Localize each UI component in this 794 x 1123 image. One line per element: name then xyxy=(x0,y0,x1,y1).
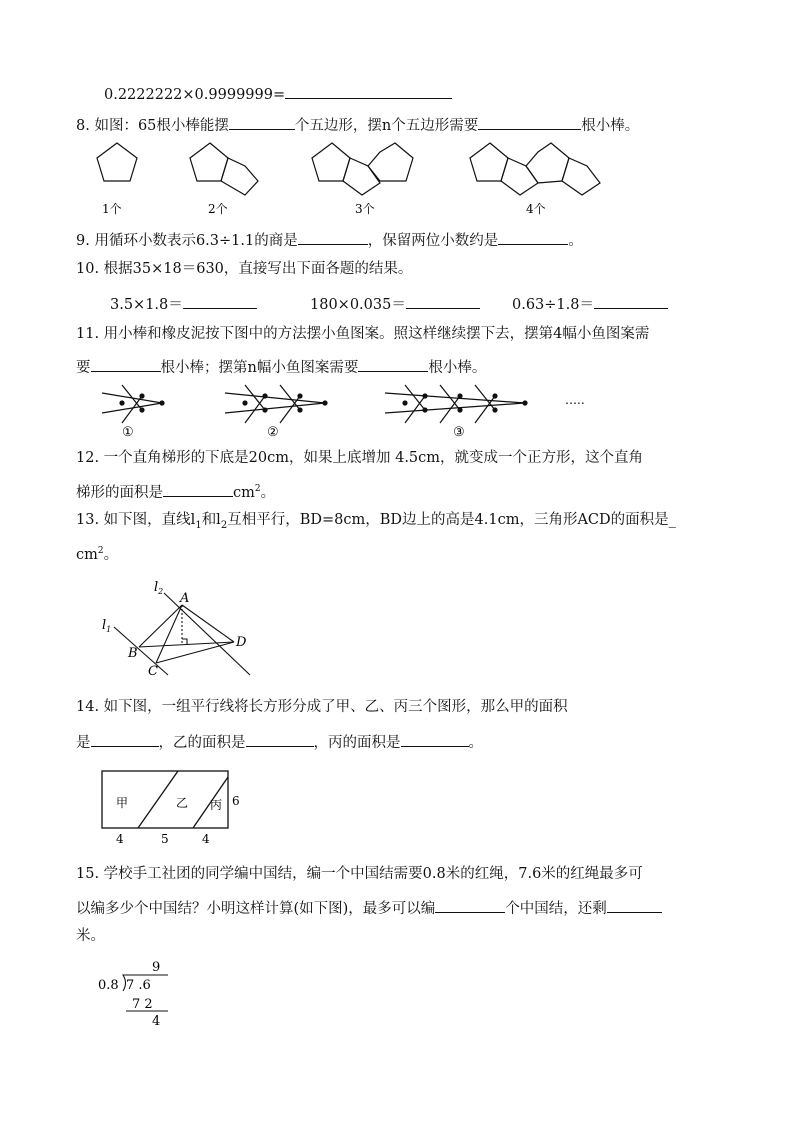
question-text: 如下图，一组平行线将长方形分成了甲、乙、丙三个图形，那么甲的面积 xyxy=(103,699,568,715)
answer-blank[interactable] xyxy=(358,355,428,372)
expression-2 xyxy=(310,292,480,315)
clay-dot xyxy=(298,408,302,412)
clay-dot xyxy=(243,401,247,405)
rectangle-figure xyxy=(98,765,248,850)
label-bing: 丙 xyxy=(210,798,223,812)
question-text: ，保留两位小数约是 xyxy=(367,233,499,249)
figure-label: 3个 xyxy=(355,202,375,216)
question-text: 以编多少个中国结？小明这样计算(如下图)，最多可以编 xyxy=(76,901,436,917)
answer-blank[interactable] xyxy=(183,292,257,309)
question-14-cont xyxy=(76,730,483,753)
label-l2: $l_2$ xyxy=(154,580,164,596)
label-width-2: 5 xyxy=(161,832,169,846)
question-text: 根小棒。 xyxy=(428,360,487,376)
fish-figure xyxy=(95,380,605,440)
remainder: 4 xyxy=(152,1014,161,1029)
pentagon-shape xyxy=(368,143,413,181)
answer-blank[interactable] xyxy=(229,113,295,130)
answer-blank[interactable] xyxy=(298,228,368,245)
clay-dot xyxy=(423,394,427,398)
figure-label: 4个 xyxy=(526,202,546,216)
pentagon-figure xyxy=(80,135,620,220)
clay-dot xyxy=(120,401,124,405)
long-division-figure xyxy=(96,955,186,1030)
question-11-cont xyxy=(76,355,486,378)
clay-dot xyxy=(140,408,144,412)
label-height: 6 xyxy=(232,794,240,808)
expression-text: 180×0.035＝ xyxy=(310,297,406,313)
clay-dot xyxy=(523,401,527,405)
expression-1 xyxy=(110,292,257,315)
question-text: 一个直角梯形的下底是20cm，如果上底增加 4.5cm，就变成一个正方形，这个直角 xyxy=(103,450,644,466)
segment-AB xyxy=(139,605,182,647)
clay-dot xyxy=(493,408,497,412)
question-13-cont xyxy=(76,541,118,565)
question-text: 用循环小数表示6.3÷1.1的商是 xyxy=(94,233,298,249)
clay-dot xyxy=(298,394,302,398)
question-text: 米。 xyxy=(76,928,105,944)
answer-blank[interactable] xyxy=(91,355,161,372)
question-15-cont xyxy=(76,896,662,919)
clay-dot xyxy=(263,408,267,412)
clay-dot xyxy=(423,408,427,412)
question-text: 要 xyxy=(76,360,91,376)
label-l1: $l_1$ xyxy=(102,618,112,634)
label-B: B xyxy=(128,646,138,661)
question-text: 。 xyxy=(260,484,276,501)
expression-text: 0.2222222×0.9999999= xyxy=(104,87,286,103)
answer-blank[interactable] xyxy=(163,480,233,497)
segment-AD xyxy=(182,605,234,642)
question-15-end xyxy=(76,926,105,946)
pentagon-shape xyxy=(97,143,137,181)
question-number: 13. xyxy=(76,512,100,528)
label-jia: 甲 xyxy=(116,796,129,810)
answer-blank[interactable] xyxy=(435,896,505,913)
question-text: 。 xyxy=(568,233,583,249)
question-number: 8. xyxy=(76,118,90,134)
question-15 xyxy=(76,864,643,884)
question-9 xyxy=(76,228,583,251)
unit: cm xyxy=(233,484,255,501)
question-text: 如图：65根小棒能摆 xyxy=(94,118,229,134)
figure-label: 2个 xyxy=(208,202,228,216)
product: 7 2 xyxy=(132,997,153,1012)
question-text: ，丙的面积是 xyxy=(313,735,401,751)
figure-label: 1个 xyxy=(102,202,122,216)
unit-exponent: 2 xyxy=(97,546,104,556)
question-13 xyxy=(76,510,676,536)
unit: cm xyxy=(76,546,98,563)
clay-dot xyxy=(458,408,462,412)
clay-dot xyxy=(323,401,327,405)
question-12-cont xyxy=(76,479,275,503)
question-text: 。 xyxy=(103,546,119,563)
pentagon-shape xyxy=(526,143,569,183)
figure-label: ① xyxy=(122,425,134,440)
clay-dot xyxy=(140,394,144,398)
subscript: 1 xyxy=(195,519,202,531)
dividend: 7 .6 xyxy=(126,978,151,993)
answer-blank[interactable] xyxy=(285,82,452,99)
question-text: 学校手工社团的同学编中国结，编一个中国结需要0.8米的红绳，7.6米的红绳最多可 xyxy=(103,866,643,882)
question-10 xyxy=(76,259,412,279)
question-text: 是 xyxy=(76,735,91,751)
expression-line xyxy=(104,82,452,105)
question-text: 。 xyxy=(468,735,483,751)
question-text: ，乙的面积是 xyxy=(158,735,246,751)
label-A: A xyxy=(180,591,190,606)
pentagon-shape xyxy=(343,158,380,195)
question-11 xyxy=(76,324,649,344)
segment-AC xyxy=(156,605,182,663)
figure-label: ③ xyxy=(453,425,465,440)
figure-label: ② xyxy=(267,425,279,440)
answer-blank[interactable] xyxy=(406,292,480,309)
question-text: 根小棒；摆第n幅小鱼图案需要 xyxy=(160,360,359,376)
expression-3 xyxy=(512,292,668,315)
answer-blank[interactable] xyxy=(246,730,314,747)
question-text: 互相平行，BD=8cm，BD边上的高是4.1cm，三角形ACD的面积是_ xyxy=(227,512,676,528)
label-C: C xyxy=(148,664,158,679)
line-l1 xyxy=(114,627,168,675)
label-width-3: 4 xyxy=(202,832,210,846)
clay-dot xyxy=(493,394,497,398)
question-text: 梯形的面积是 xyxy=(76,484,163,501)
question-text: 用小棒和橡皮泥按下图中的方法摆小鱼图案。照这样继续摆下去，摆第4幅小鱼图案需 xyxy=(103,326,650,342)
unit-exponent: 2 xyxy=(254,484,261,494)
label-D: D xyxy=(236,635,247,650)
parallel-lines-figure xyxy=(98,575,268,685)
question-8 xyxy=(76,113,639,136)
clay-dot xyxy=(458,394,462,398)
clay-dot xyxy=(403,401,407,405)
question-number: 12. xyxy=(76,450,100,466)
answer-blank[interactable] xyxy=(91,730,159,747)
clay-dot xyxy=(263,394,267,398)
pentagon-shape xyxy=(221,158,258,195)
answer-blank[interactable] xyxy=(498,228,568,245)
question-text: 如下图，直线l xyxy=(103,512,196,528)
answer-blank[interactable] xyxy=(401,730,469,747)
pentagon-shape xyxy=(562,158,600,195)
clay-dot xyxy=(160,401,164,405)
expression-text: 3.5×1.8＝ xyxy=(110,297,183,313)
ellipsis: ….. xyxy=(565,393,585,407)
question-number: 9. xyxy=(76,233,90,249)
divisor: 0.8 xyxy=(98,978,119,993)
label-width-1: 4 xyxy=(116,832,124,846)
question-number: 15. xyxy=(76,866,100,882)
question-12 xyxy=(76,448,643,468)
question-text: 和l xyxy=(201,512,221,528)
pentagon-shape xyxy=(501,158,538,195)
question-number: 10. xyxy=(76,261,100,277)
question-number: 11. xyxy=(76,326,100,342)
answer-blank[interactable] xyxy=(607,896,662,913)
question-number: 14. xyxy=(76,699,100,715)
subscript: 2 xyxy=(220,519,228,531)
label-yi: 乙 xyxy=(176,796,189,810)
question-14 xyxy=(76,697,568,717)
answer-blank[interactable] xyxy=(594,292,668,309)
answer-blank[interactable] xyxy=(478,113,581,130)
line-l2 xyxy=(164,593,250,675)
question-text: 个中国结，还剩 xyxy=(505,901,607,917)
expression-text: 0.63÷1.8＝ xyxy=(512,297,594,313)
quotient: 9 xyxy=(152,960,161,975)
parallel-line-1 xyxy=(138,771,178,828)
question-text: 根据35×18＝630，直接写出下面各题的结果。 xyxy=(103,261,413,277)
question-text: 个五边形，摆n个五边形需要 xyxy=(294,118,479,134)
question-text: 根小棒。 xyxy=(581,118,640,134)
